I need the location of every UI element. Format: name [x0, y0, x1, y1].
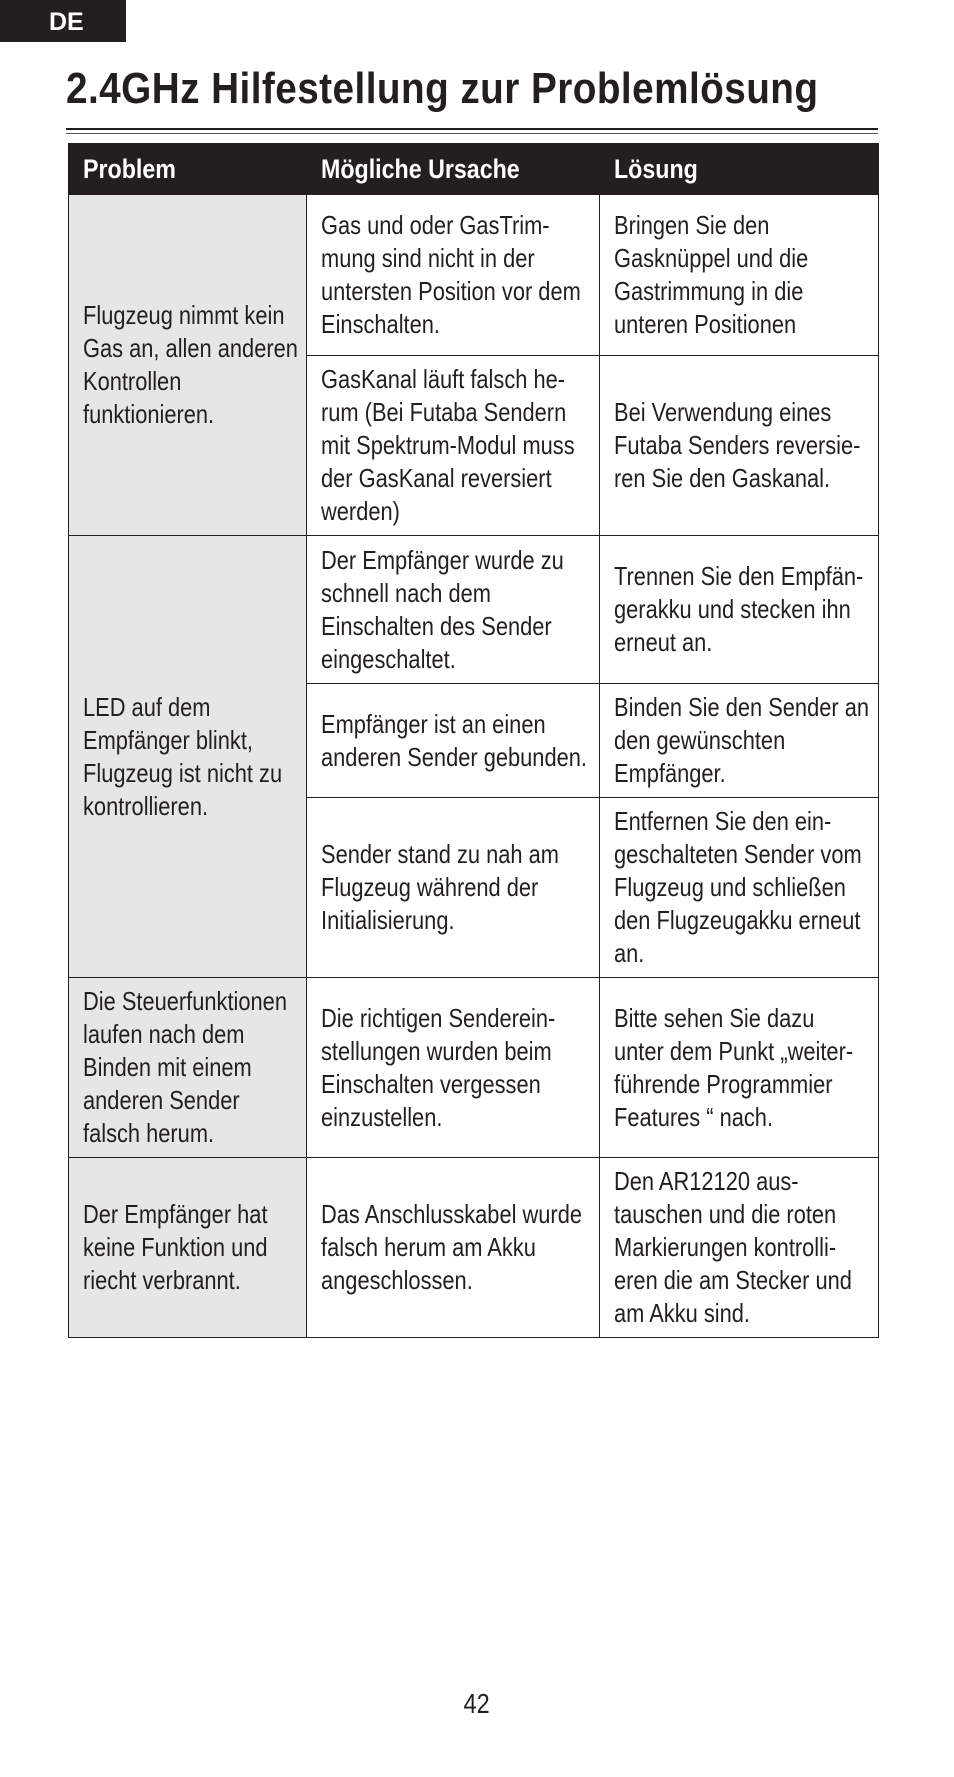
header-solution: Lösung [600, 144, 879, 195]
cause-cell: Das Anschlusskabel wurde falsch herum am Akku angeschlossen. [307, 1158, 600, 1338]
solution-cell: Binden Sie den Sender an den gewünschten Empfänger. [600, 684, 879, 798]
solution-cell: Bitte sehen Sie dazu unter dem Punkt „weiter-führende Programmier Features “ nach. [600, 978, 879, 1158]
problem-cell: Flugzeug nimmt kein Gas an, allen anderen Kontrollen funktionieren. [69, 195, 307, 536]
cause-cell: Sender stand zu nah am Flugzeug während der Initialisierung. [307, 798, 600, 978]
page-title: 2.4GHz Hilfestellung zur Problemlösung [66, 64, 819, 113]
table-row [69, 978, 879, 1158]
cause-cell: GasKanal läuft falsch he-rum (Bei Futaba Sendern mit Spektrum-Modul muss der GasKanal reversiert werden) [307, 356, 600, 536]
solution-cell: Bringen Sie den Gasknüppel und die Gastrimmung in die unteren Positionen [600, 195, 879, 356]
cause-cell: Empfänger ist an einen anderen Sender gebunden. [307, 684, 600, 798]
solution-cell: Bei Verwendung eines Futaba Senders reversie-ren Sie den Gaskanal. [600, 356, 879, 536]
solution-cell: Den AR12120 aus-tauschen und die roten Markierungen kontrolli-eren die am Stecker und am Akku sind. [600, 1158, 879, 1338]
table-row [69, 195, 879, 356]
title-rule-thin [66, 133, 878, 134]
title-rule [66, 128, 878, 130]
cause-cell: Der Empfänger wurde zu schnell nach dem Einschalten des Sender eingeschaltet. [307, 536, 600, 684]
table-row [69, 1158, 879, 1338]
header-cause: Mögliche Ursache [307, 144, 600, 195]
table-row [69, 536, 879, 684]
problem-cell: LED auf dem Empfänger blinkt, Flugzeug ist nicht zu kontrollieren. [69, 536, 307, 978]
problem-cell: Der Empfänger hat keine Funktion und riecht verbrannt. [69, 1158, 307, 1338]
solution-cell: Trennen Sie den Empfän-gerakku und stecken ihn erneut an. [600, 536, 879, 684]
language-tab: DE [0, 0, 126, 42]
solution-cell: Entfernen Sie den ein-geschalteten Sender vom Flugzeug und schließen den Flugzeugakku erneut an. [600, 798, 879, 978]
problem-cell: Die Steuerfunktionen laufen nach dem Binden mit einem anderen Sender falsch herum. [69, 978, 307, 1158]
page-number: 42 [463, 1688, 491, 1719]
header-problem: Problem [69, 144, 307, 195]
cause-cell: Gas und oder GasTrim-mung sind nicht in der untersten Position vor dem Einschalten. [307, 195, 600, 356]
cause-cell: Die richtigen Senderein-stellungen wurden beim Einschalten vergessen einzustellen. [307, 978, 600, 1158]
table-header-row [69, 144, 879, 195]
troubleshooting-table [68, 143, 879, 1338]
